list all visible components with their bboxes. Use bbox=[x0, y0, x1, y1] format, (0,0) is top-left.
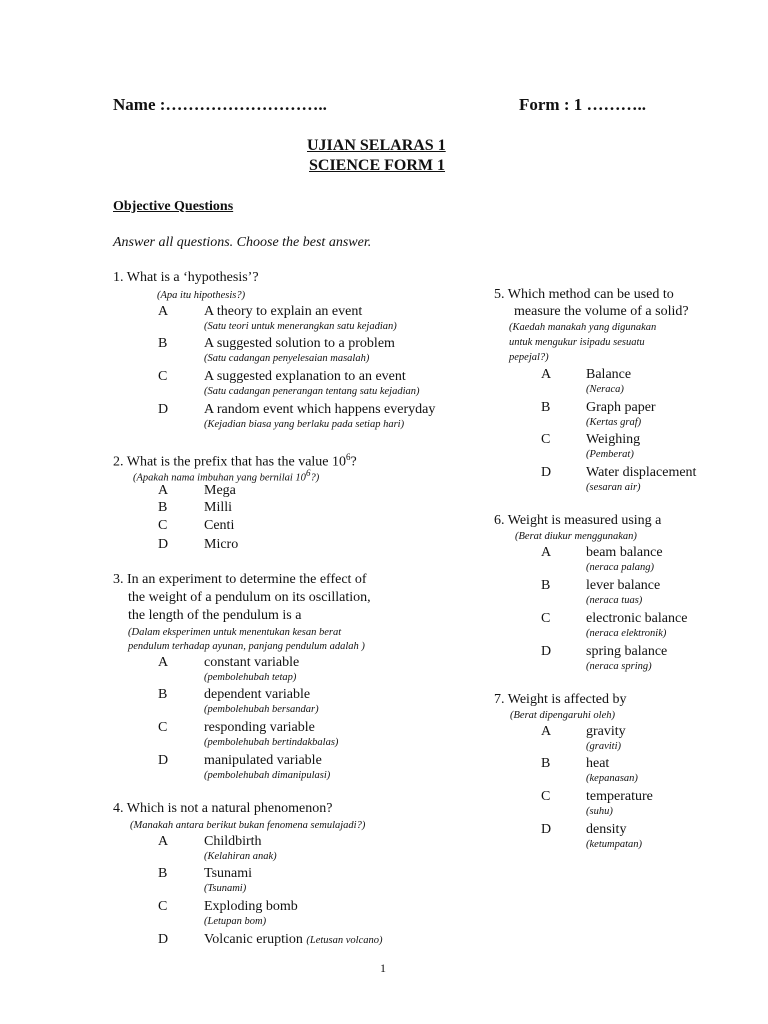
q1-option-d-text: A random event which happens everyday bbox=[204, 402, 436, 417]
q3-option-a-translation: (pembolehubah tetap) bbox=[204, 672, 297, 683]
q3-option-d-text: manipulated variable bbox=[204, 753, 322, 768]
q6-option-a-letter: A bbox=[541, 545, 552, 560]
question-5-text-line-2: measure the volume of a solid? bbox=[514, 304, 689, 319]
q1-option-a-letter: A bbox=[158, 304, 169, 319]
q4-option-c-letter: C bbox=[158, 899, 168, 914]
q6-option-c-letter: C bbox=[541, 611, 551, 626]
q1-option-d-letter: D bbox=[158, 402, 169, 417]
q3-option-b-letter: B bbox=[158, 687, 168, 702]
question-1-text: 1. What is a ‘hypothesis’? bbox=[113, 270, 259, 285]
q5-option-c-text: Weighing bbox=[586, 432, 641, 447]
question-5-translation-line-2: untuk mengukur isipadu sesuatu bbox=[509, 337, 645, 348]
q3-option-c-translation: (pembolehubah bertindakbalas) bbox=[204, 737, 339, 748]
form-field-label: Form : 1 ……….. bbox=[519, 95, 647, 114]
q5-option-b-text: Graph paper bbox=[586, 400, 656, 415]
q1-option-b-text: A suggested solution to a problem bbox=[204, 336, 395, 351]
q1-option-c-translation: (Satu cadangan penerangan tentang satu kejadian) bbox=[204, 386, 420, 397]
q3-option-a-text: constant variable bbox=[204, 655, 300, 670]
q7-option-a-translation: (graviti) bbox=[586, 741, 621, 752]
question-3-translation-line-1: (Dalam eksperimen untuk menentukan kesan berat bbox=[128, 627, 342, 638]
question-6-text: 6. Weight is measured using a bbox=[494, 513, 662, 528]
q5-option-d-text: Water displacement bbox=[586, 465, 697, 480]
q7-option-d-letter: D bbox=[541, 822, 552, 837]
q6-option-d-letter: D bbox=[541, 644, 552, 659]
q4-option-b-text: Tsunami bbox=[204, 866, 253, 881]
q5-option-a-text: Balance bbox=[586, 367, 632, 382]
question-3-text-line-1: 3. In an experiment to determine the effect of bbox=[113, 572, 367, 587]
q3-option-b-text: dependent variable bbox=[204, 687, 311, 702]
q2-option-c-text: Centi bbox=[204, 518, 235, 533]
q6-option-d-text: spring balance bbox=[586, 644, 668, 659]
q5-option-b-letter: B bbox=[541, 400, 551, 415]
q7-option-c-text: temperature bbox=[586, 789, 653, 804]
q5-option-d-letter: D bbox=[541, 465, 552, 480]
q7-option-b-letter: B bbox=[541, 756, 551, 771]
q4-option-c-text: Exploding bomb bbox=[204, 899, 298, 914]
exam-subtitle: SCIENCE FORM 1 bbox=[309, 157, 446, 174]
q3-option-b-translation: (pembolehubah bersandar) bbox=[204, 704, 319, 715]
q7-option-c-letter: C bbox=[541, 789, 551, 804]
q7-option-b-translation: (kepanasan) bbox=[586, 773, 638, 784]
q1-option-a-text: A theory to explain an event bbox=[204, 304, 363, 319]
q4-option-d-text: Volcanic eruption (Letusan volcano) bbox=[204, 932, 383, 947]
q2-option-b-letter: B bbox=[158, 500, 168, 515]
q3-option-a-letter: A bbox=[158, 655, 169, 670]
q5-option-c-translation: (Pemberat) bbox=[586, 449, 634, 460]
q6-option-a-text: beam balance bbox=[586, 545, 663, 560]
q7-option-a-letter: A bbox=[541, 724, 552, 739]
name-field-label: Name :……………………….. bbox=[113, 95, 327, 114]
question-4-text: 4. Which is not a natural phenomenon? bbox=[113, 801, 333, 816]
q3-option-c-letter: C bbox=[158, 720, 168, 735]
q1-option-c-text: A suggested explanation to an event bbox=[204, 369, 406, 384]
q4-option-d-letter: D bbox=[158, 932, 169, 947]
question-3-translation-line-2: pendulum terhadap ayunan, panjang pendulum adalah ) bbox=[128, 641, 365, 652]
q3-option-c-text: responding variable bbox=[204, 720, 315, 735]
q1-option-d-translation: (Kejadian biasa yang berlaku pada setiap hari) bbox=[204, 419, 405, 430]
question-3-text-line-2: the weight of a pendulum on its oscillation, bbox=[128, 590, 371, 605]
q7-option-b-text: heat bbox=[586, 756, 610, 771]
question-2-translation: (Apakah nama imbuhan yang bernilai $10^6$?) bbox=[133, 468, 320, 484]
q5-option-d-translation: (sesaran air) bbox=[586, 482, 641, 493]
q2-option-d-letter: D bbox=[158, 537, 169, 552]
q6-option-c-translation: (neraca elektronik) bbox=[586, 628, 667, 639]
question-5-text-line-1: 5. Which method can be used to bbox=[494, 287, 674, 302]
question-5-translation-line-1: (Kaedah manakah yang digunakan bbox=[509, 322, 657, 333]
q4-option-c-translation: (Letupan bom) bbox=[204, 916, 267, 927]
q2-option-b-text: Milli bbox=[204, 500, 233, 515]
q4-option-a-letter: A bbox=[158, 834, 169, 849]
q5-option-a-letter: A bbox=[541, 367, 552, 382]
q5-option-a-translation: (Neraca) bbox=[586, 384, 624, 395]
q1-option-c-letter: C bbox=[158, 369, 168, 384]
q4-option-b-translation: (Tsunami) bbox=[204, 883, 247, 894]
q2-option-a-text: Mega bbox=[204, 483, 236, 498]
q4-option-a-translation: (Kelahiran anak) bbox=[204, 851, 277, 862]
question-1-translation: (Apa itu hipothesis?) bbox=[157, 290, 246, 301]
q6-option-b-translation: (neraca tuas) bbox=[586, 595, 643, 606]
q7-option-a-text: gravity bbox=[586, 724, 626, 739]
q6-option-d-translation: (neraca spring) bbox=[586, 661, 652, 672]
q2-option-a-letter: A bbox=[158, 483, 169, 498]
instruction-text: Answer all questions. Choose the best answer. bbox=[113, 235, 372, 250]
q6-option-a-translation: (neraca palang) bbox=[586, 562, 654, 573]
q7-option-d-text: density bbox=[586, 822, 627, 837]
q1-option-b-translation: (Satu cadangan penyelesaian masalah) bbox=[204, 353, 370, 364]
q6-option-b-letter: B bbox=[541, 578, 551, 593]
q5-option-b-translation: (Kertas graf) bbox=[586, 417, 642, 428]
question-6-translation: (Berat diukur menggunakan) bbox=[515, 531, 637, 542]
q7-option-d-translation: (ketumpatan) bbox=[586, 839, 642, 850]
q2-option-c-letter: C bbox=[158, 518, 168, 533]
q1-option-b-letter: B bbox=[158, 336, 168, 351]
question-7-translation: (Berat dipengaruhi oleh) bbox=[510, 710, 615, 721]
question-7-text: 7. Weight is affected by bbox=[494, 692, 627, 707]
q1-option-a-translation: (Satu teori untuk menerangkan satu kejadian) bbox=[204, 321, 397, 332]
exam-title: UJIAN SELARAS 1 bbox=[307, 137, 446, 154]
question-2-text: 2. What is the prefix that has the value $10^6$? bbox=[113, 452, 357, 470]
question-4-translation: (Manakah antara berikut bukan fenomena semulajadi?) bbox=[130, 820, 366, 831]
question-3-text-line-3: the length of the pendulum is a bbox=[128, 608, 302, 623]
q6-option-b-text: lever balance bbox=[586, 578, 661, 593]
q3-option-d-letter: D bbox=[158, 753, 169, 768]
q6-option-c-text: electronic balance bbox=[586, 611, 688, 626]
q4-option-a-text: Childbirth bbox=[204, 834, 262, 849]
q4-option-b-letter: B bbox=[158, 866, 168, 881]
q3-option-d-translation: (pembolehubah dimanipulasi) bbox=[204, 770, 331, 781]
section-heading: Objective Questions bbox=[113, 199, 234, 214]
q2-option-d-text: Micro bbox=[204, 537, 239, 552]
page-number: 1 bbox=[380, 961, 386, 975]
q7-option-c-translation: (suhu) bbox=[586, 806, 613, 817]
question-5-translation-line-3: pepejal?) bbox=[509, 352, 549, 363]
q5-option-c-letter: C bbox=[541, 432, 551, 447]
